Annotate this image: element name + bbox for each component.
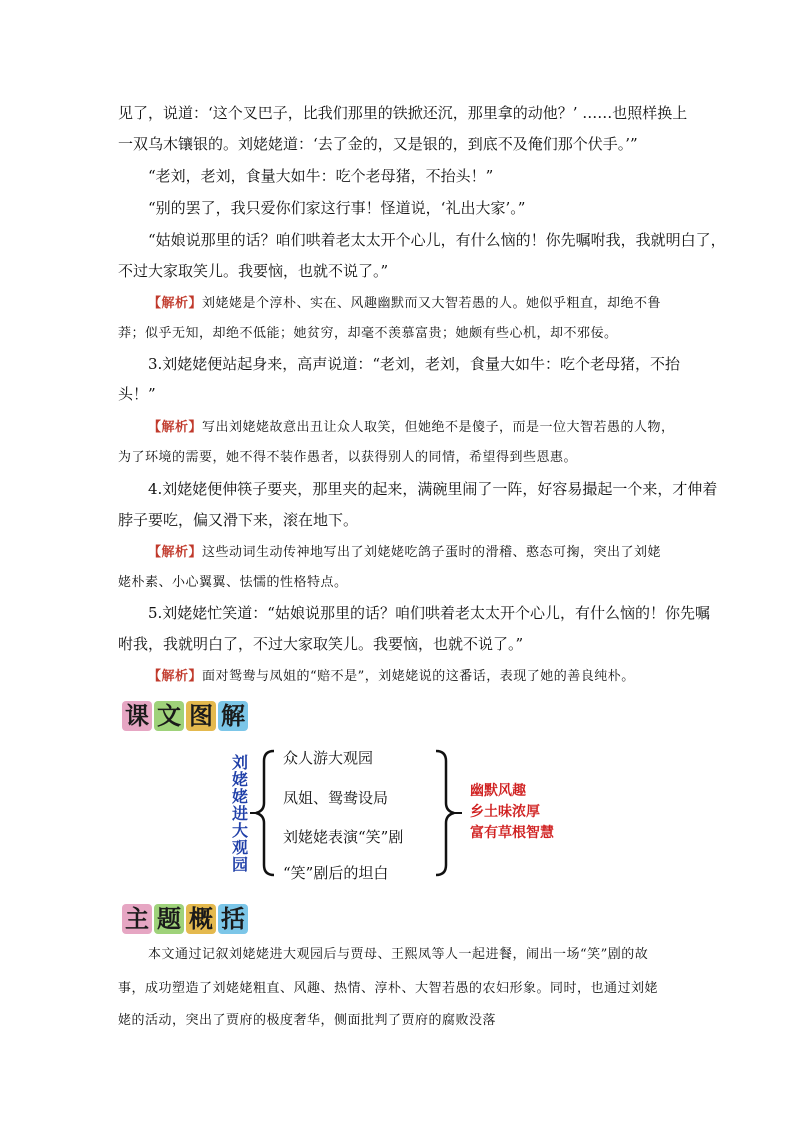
section-heading-diagram bbox=[122, 701, 250, 731]
title-char: 园 bbox=[231, 855, 248, 874]
diagram-branch: “笑”剧后的坦白 bbox=[283, 864, 389, 882]
heading-char: 课 bbox=[122, 701, 152, 731]
analysis-tag: 【解析】 bbox=[148, 420, 203, 435]
theme-text: 本文通过记叙刘姥姥进大观园后与贾母、王熙凤等人一起进餐，闹出一场“笑”剧的故 bbox=[148, 947, 649, 962]
section-heading-theme bbox=[122, 904, 250, 934]
analysis-tag: 【解析】 bbox=[148, 296, 203, 311]
theme-text: 姥的活动，突出了贾府的极度奢华，侧面批判了贾府的腐败没落 bbox=[118, 1013, 497, 1028]
heading-char: 题 bbox=[154, 904, 184, 934]
passage-line: 见了，说道：‘这个叉巴子，比我们那里的铁掀还沉，那里拿的动他？’ ……也照样换上 bbox=[118, 104, 688, 122]
left-brace bbox=[256, 751, 274, 875]
analysis-text: 刘姥姥是个淳朴、实在、风趣幽默而又大智若愚的人。她似乎粗直，却绝不鲁 bbox=[202, 296, 662, 311]
example-item: 头！” bbox=[118, 385, 156, 403]
title-char: 观 bbox=[231, 838, 248, 857]
analysis-text: 这些动词生动传神地写出了刘姥姥吃鸽子蛋时的滑稽、憨态可掬，突出了刘姥 bbox=[202, 545, 662, 560]
right-brace bbox=[436, 751, 454, 875]
analysis-text: 面对鸳鸯与凤姐的“赔不是”，刘姥姥说的这番话，表现了她的善良纯朴。 bbox=[202, 669, 635, 684]
title-char: 进 bbox=[231, 804, 248, 823]
heading-char: 括 bbox=[218, 904, 248, 934]
diagram-vertical-title bbox=[231, 754, 249, 873]
heading-char: 主 bbox=[122, 904, 152, 934]
title-char: 姥 bbox=[231, 770, 248, 789]
example-item: 3.刘姥姥便站起身来，高声说道：“老刘，老刘，食量大如牛：吃个老母猪，不抬 bbox=[148, 355, 680, 373]
analysis-text: 为了环境的需要，她不得不装作愚者，以获得别人的同情，希望得到些恩惠。 bbox=[118, 450, 578, 465]
analysis-text: 姥朴素、小心翼翼、怯懦的性格特点。 bbox=[118, 575, 348, 590]
passage-line: 一双乌木镶银的。刘姥姥道：‘去了金的，又是银的，到底不及俺们那个伏手。’” bbox=[118, 135, 638, 153]
diagram-trait: 幽默风趣 bbox=[470, 783, 526, 799]
theme-text: 事，成功塑造了刘姥姥粗直、风趣、热情、淳朴、大智若愚的农妇形象。同时，也通过刘姥 bbox=[118, 981, 659, 996]
analysis-paragraph bbox=[148, 667, 635, 687]
diagram-trait: 乡土味浓厚 bbox=[470, 804, 540, 820]
example-item: 咐我，我就明白了，不过大家取笑儿。我要恼，也就不说了。” bbox=[118, 635, 524, 653]
passage-line: “老刘，老刘，食量大如牛：吃个老母猪，不抬头！” bbox=[148, 167, 494, 185]
passage-line: 不过大家取笑儿。我要恼，也就不说了。” bbox=[118, 262, 389, 280]
analysis-tag: 【解析】 bbox=[148, 545, 203, 560]
title-char: 大 bbox=[231, 821, 248, 840]
example-item: 脖子要吃，偏又滑下来，滚在地下。 bbox=[118, 511, 359, 529]
diagram-branch: 众人游大观园 bbox=[283, 749, 374, 767]
diagram-trait: 富有草根智慧 bbox=[470, 825, 554, 841]
analysis-paragraph bbox=[148, 543, 661, 563]
heading-char: 文 bbox=[154, 701, 184, 731]
example-item: 4.刘姥姥便伸筷子要夹，那里夹的起来，满碗里闹了一阵，好容易撮起一个来，才伸着 bbox=[148, 480, 718, 498]
heading-char: 解 bbox=[218, 701, 248, 731]
example-item: 5.刘姥姥忙笑道：“姑娘说那里的话？咱们哄着老太太开个心儿，有什么恼的！你先嘱 bbox=[148, 604, 710, 622]
diagram-branch: 刘姥姥表演“笑”剧 bbox=[283, 828, 404, 846]
title-char: 姥 bbox=[231, 787, 248, 806]
analysis-tag: 【解析】 bbox=[148, 669, 203, 684]
heading-char: 图 bbox=[186, 701, 216, 731]
analysis-text: 莽；似乎无知，却绝不低能；她贫穷，却毫不羡慕富贵；她颇有些心机，却不邪佞。 bbox=[118, 326, 618, 341]
analysis-paragraph bbox=[148, 294, 661, 314]
heading-char: 概 bbox=[186, 904, 216, 934]
analysis-paragraph bbox=[148, 418, 675, 438]
passage-line: “别的罢了，我只爱你们家这行事！怪道说，‘礼出大家’。” bbox=[148, 199, 526, 217]
analysis-text: 写出刘姥姥故意出丑让众人取笑，但她绝不是傻子，而是一位大智若愚的人物， bbox=[202, 420, 675, 435]
diagram-branch: 凤姐、鸳鸯设局 bbox=[283, 789, 389, 807]
title-char: 刘 bbox=[231, 753, 248, 772]
passage-line: “姑娘说那里的话？咱们哄着老太太开个心儿，有什么恼的！你先嘱咐我，我就明白了， bbox=[148, 231, 726, 249]
